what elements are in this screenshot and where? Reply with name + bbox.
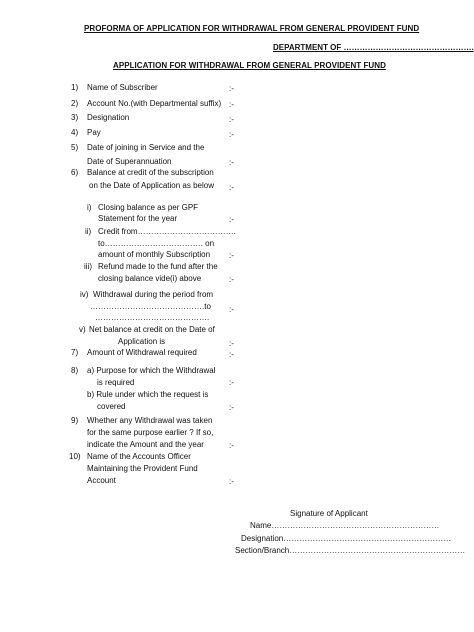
sub-item-label: Credit from………………………………. xyxy=(98,227,236,236)
item-label: Amount of Withdrawal required xyxy=(87,348,197,357)
item-colon: :- xyxy=(229,477,234,486)
sub-item-number: iv) xyxy=(80,290,89,299)
item-number: 9) xyxy=(71,416,79,425)
item-colon: :- xyxy=(229,183,234,192)
sub-item-label: Closing balance as per GPF xyxy=(98,203,199,212)
item-colon: :- xyxy=(229,84,234,93)
item-colon: :- xyxy=(229,100,234,109)
sub-item-label: Application is xyxy=(118,337,166,346)
item-label: Date of joining in Service and the xyxy=(87,143,205,152)
item-colon: :- xyxy=(229,158,234,167)
item-colon: :- xyxy=(229,339,234,348)
item-label: Date of Superannuation xyxy=(87,157,172,166)
item-label: b) Rule under which the request is xyxy=(87,390,209,399)
item-colon: :- xyxy=(229,251,234,260)
item-label: covered xyxy=(97,402,126,411)
item-number: 2) xyxy=(71,99,79,108)
item-colon: :- xyxy=(229,275,234,284)
item-number: 1) xyxy=(71,83,79,92)
item-number: 5) xyxy=(71,143,79,152)
item-colon: :- xyxy=(229,215,234,224)
item-colon: :- xyxy=(229,130,234,139)
item-number: 8) xyxy=(71,366,79,375)
sub-item-label: amount of monthly Subscription xyxy=(98,250,211,259)
item-colon: :- xyxy=(229,350,234,359)
sub-item-label: Refund made to the fund after the xyxy=(98,262,218,271)
signature-section-line: Section/Branch………………………………………………………… xyxy=(235,546,466,555)
sub-item-number: v) xyxy=(79,325,86,334)
sub-item-number: iii) xyxy=(84,262,92,271)
item-label: indicate the Amount and the year xyxy=(87,440,204,449)
item-colon: :- xyxy=(229,305,234,314)
item-number: 3) xyxy=(71,113,79,122)
item-colon: :- xyxy=(229,403,234,412)
item-label: Designation xyxy=(87,113,130,122)
sub-item-label: to………………………………. on xyxy=(98,239,215,248)
department-line: DEPARTMENT OF …………………………………………. xyxy=(273,43,474,52)
item-colon: :- xyxy=(229,441,234,450)
item-number: 7) xyxy=(71,348,79,357)
item-label: Balance at credit of the subscription xyxy=(87,168,214,177)
item-number: 4) xyxy=(71,128,79,137)
sub-item-label: Statement for the year xyxy=(98,214,178,223)
sub-item-number: ii) xyxy=(85,227,92,236)
item-label: Name of the Accounts Officer xyxy=(87,452,191,461)
item-number: 6) xyxy=(71,168,79,177)
sub-item-label: closing balance vide(i) above xyxy=(98,274,202,283)
item-label: Maintaining the Provident Fund xyxy=(87,464,198,473)
signature-name-line: Name……………………………………………………… xyxy=(250,521,440,530)
item-label: for the same purpose earlier ? If so, xyxy=(87,428,214,437)
item-label: on the Date of Application as below xyxy=(89,181,214,190)
sub-item-label: Withdrawal during the period from xyxy=(93,290,214,299)
item-label: Pay xyxy=(87,128,101,137)
sub-title: APPLICATION FOR WITHDRAWAL FROM GENERAL PROVIDENT FUND xyxy=(113,61,386,70)
item-label: Account xyxy=(87,476,116,485)
item-number: 10) xyxy=(69,452,81,461)
item-label: Name of Subscriber xyxy=(87,83,158,92)
item-label: a) Purpose for which the Withdrawal xyxy=(87,366,216,375)
item-colon: :- xyxy=(229,115,234,124)
signature-designation-line: Designation……………………………………………………… xyxy=(241,534,452,543)
sub-item-label: …………………………………….to xyxy=(90,302,211,311)
item-label: Account No.(with Departmental suffix) xyxy=(87,99,222,108)
item-label: is required xyxy=(97,378,135,387)
sub-item-number: i) xyxy=(87,203,92,212)
sub-item-label: ……………………………………. xyxy=(95,313,210,322)
item-label: Whether any Withdrawal was taken xyxy=(87,416,213,425)
sub-item-label: Net balance at credit on the Date of xyxy=(89,325,215,334)
main-title: PROFORMA OF APPLICATION FOR WITHDRAWAL FROM GENERAL PROVIDENT FUND xyxy=(84,24,420,33)
signature-label: Signature of Applicant xyxy=(290,509,368,518)
item-colon: :- xyxy=(229,378,234,387)
